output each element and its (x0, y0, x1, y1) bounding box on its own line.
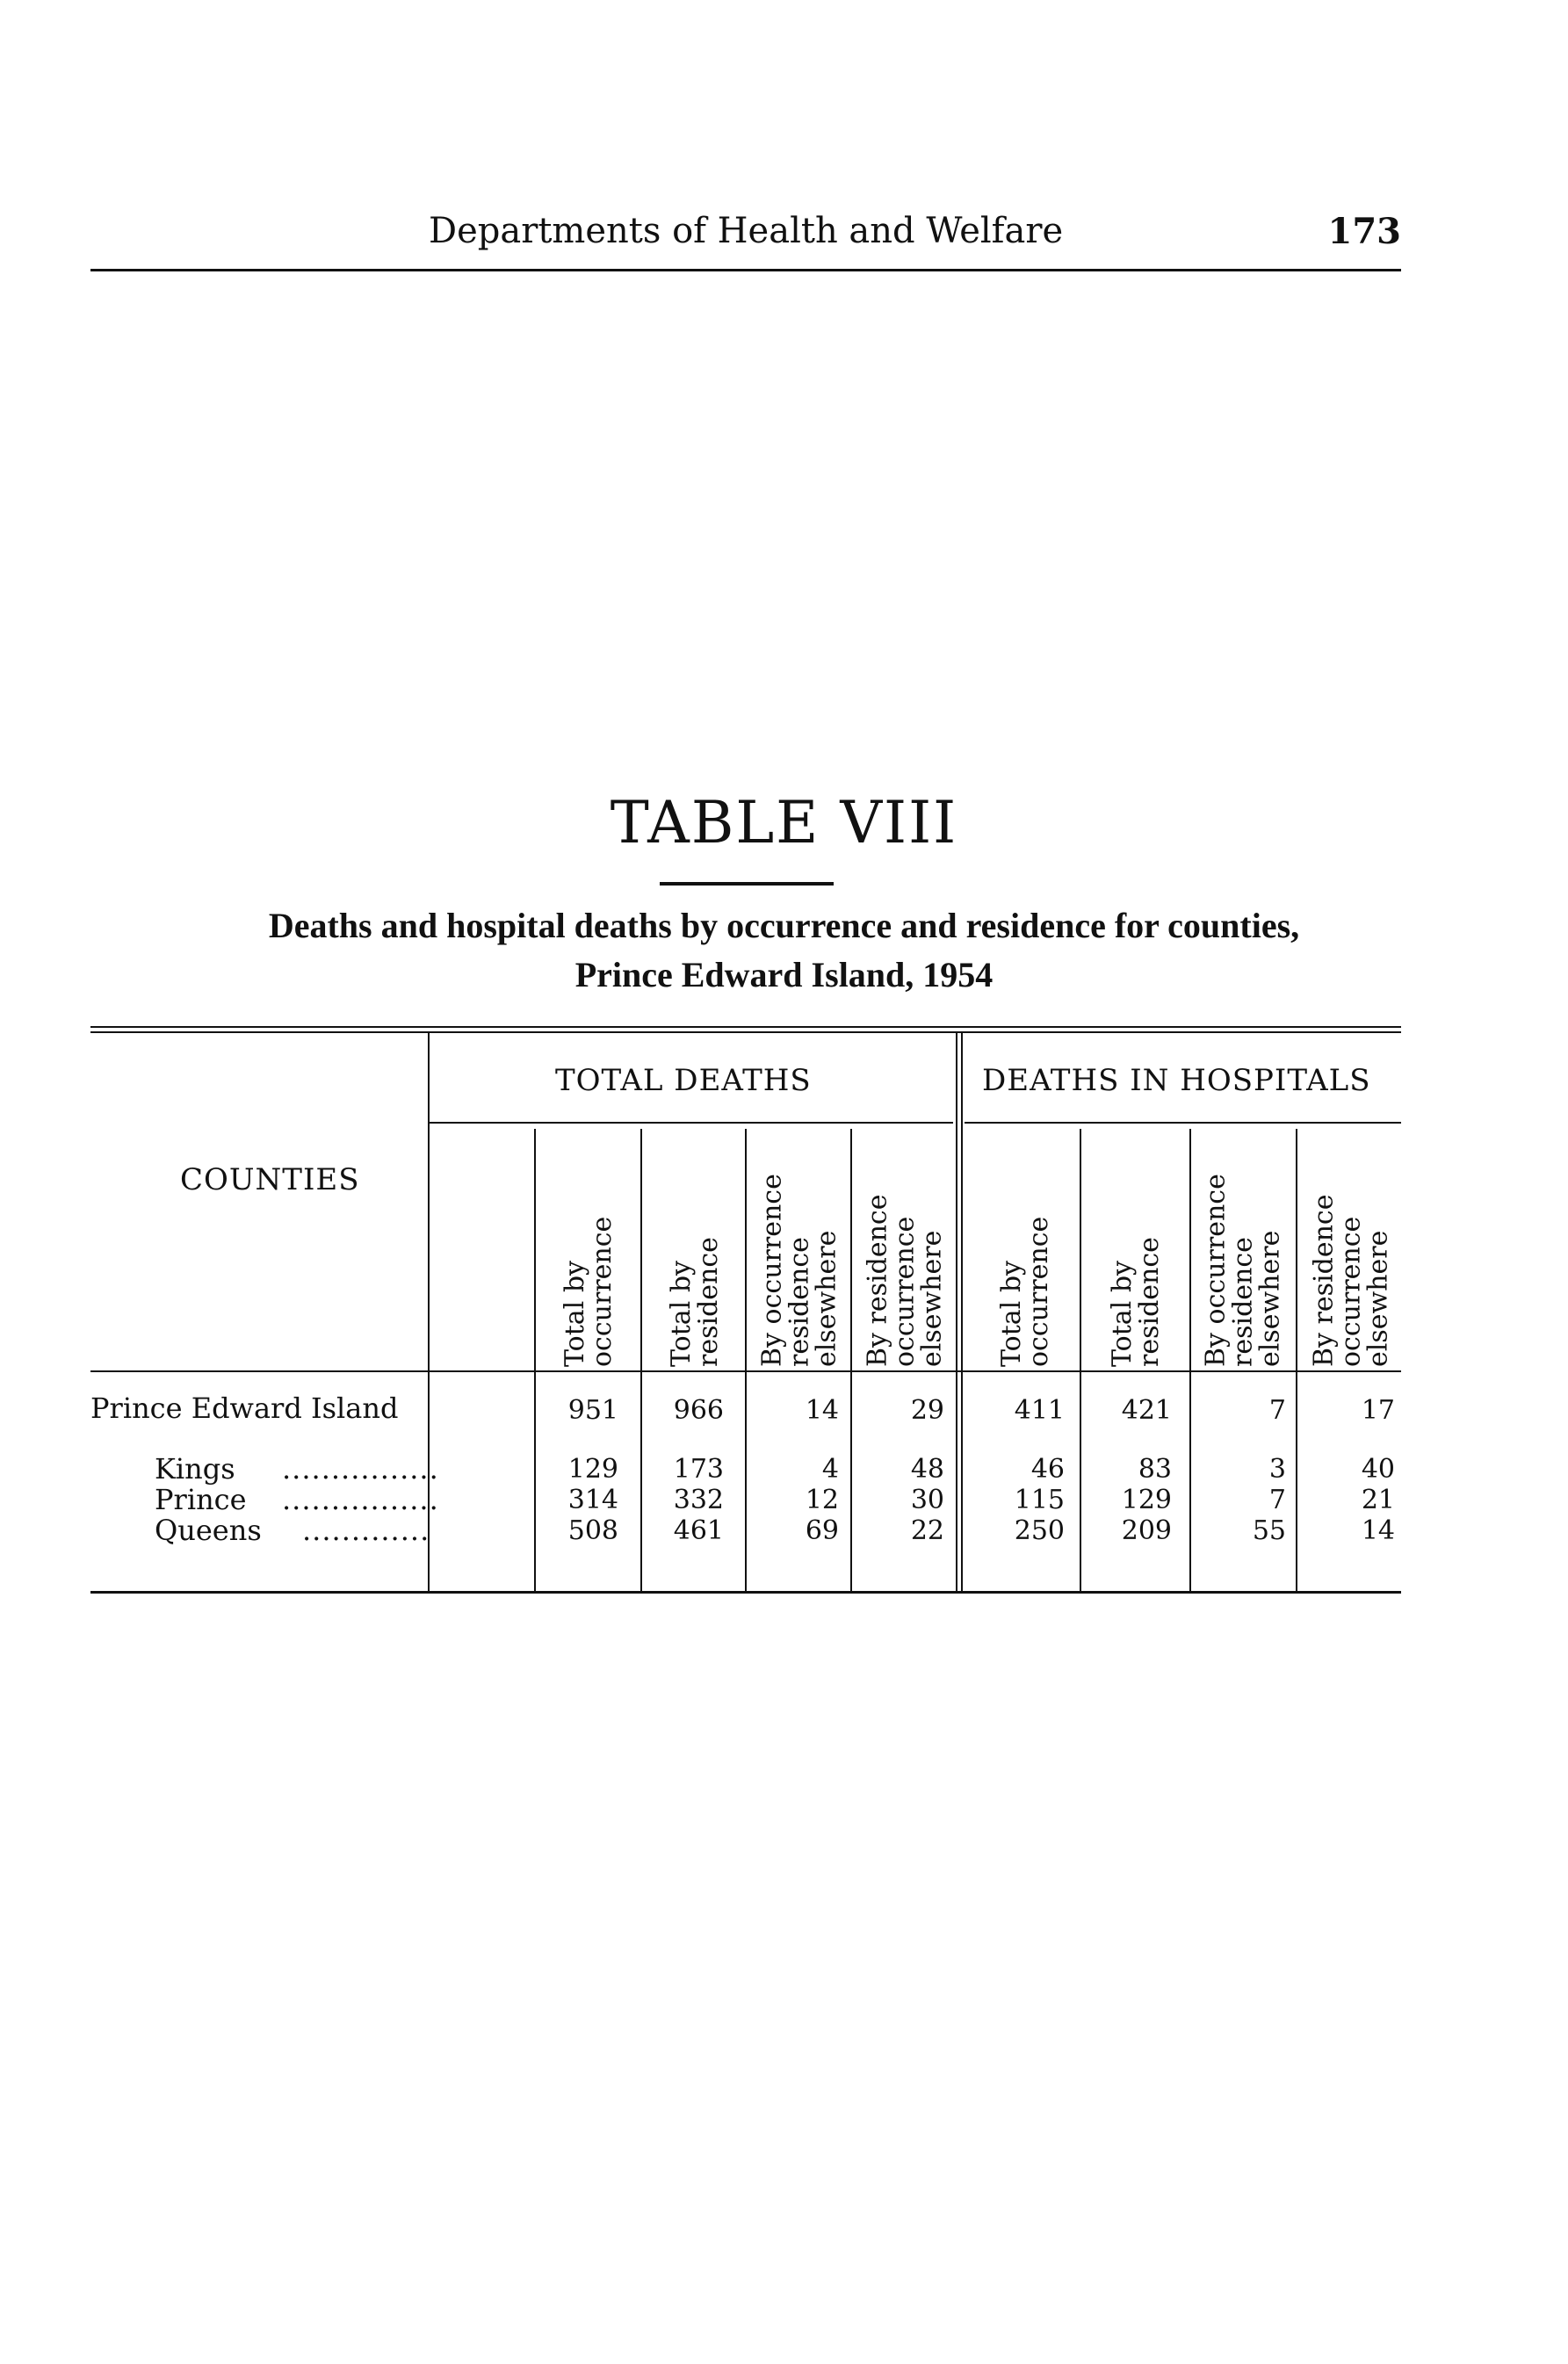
running-head (0, 211, 1568, 264)
table-cell: 48 (910, 1454, 944, 1485)
title-rule (660, 882, 834, 886)
table-cell: 411 (1014, 1395, 1065, 1426)
row-label-county (155, 1452, 439, 1486)
group-rule (428, 1122, 953, 1124)
table-cell: 30 (910, 1485, 944, 1515)
table-cell: 7 (1268, 1485, 1286, 1515)
column-header-line: By residence (1308, 1194, 1340, 1367)
leader-dots: ............. (302, 1514, 430, 1547)
table-cell: 40 (1361, 1454, 1395, 1485)
table-cell: 129 (567, 1454, 618, 1485)
table-cell: 314 (567, 1485, 618, 1515)
group-header-hospital-deaths: DEATHS IN HOSPITALS (982, 1063, 1371, 1098)
table-cell: 332 (673, 1485, 724, 1515)
leader-dots: ................ (282, 1483, 439, 1516)
column-header-line: residence (784, 1237, 815, 1367)
table-bottom-rule (90, 1591, 1401, 1594)
page-number: 173 (1327, 211, 1401, 252)
stub-header: COUNTIES (180, 1162, 360, 1197)
table-cell: 22 (910, 1515, 944, 1546)
column-header-line: elsewhere (1254, 1230, 1286, 1367)
table-cell: 21 (1361, 1485, 1395, 1515)
table-cell: 29 (910, 1395, 944, 1426)
table-cell: 508 (567, 1515, 618, 1546)
column-header-line: occurrence (587, 1216, 618, 1367)
column-header-line: occurrence (1023, 1216, 1054, 1367)
column-header-line: Total by (560, 1261, 590, 1367)
table-cell: 12 (805, 1485, 839, 1515)
column-header-line: By residence (862, 1194, 893, 1367)
table-cell: 55 (1252, 1515, 1286, 1546)
county-name: Queens (155, 1514, 262, 1547)
table-cell: 46 (1030, 1454, 1065, 1485)
table-title: TABLE VIII (610, 789, 958, 857)
column-header-line: elsewhere (1362, 1230, 1394, 1367)
group-rule (965, 1122, 1401, 1124)
group-header-total-deaths: TOTAL DEATHS (555, 1063, 812, 1098)
column-header-line: elsewhere (916, 1230, 948, 1367)
county-name: Prince (155, 1483, 247, 1516)
column-header (1285, 1142, 1417, 1367)
table-cell: 7 (1268, 1395, 1286, 1426)
row-label-total: Prince Edward Island (90, 1392, 399, 1425)
caption-line-1: Deaths and hospital deaths by occurrence and residence for counties, (268, 906, 1300, 945)
running-head-rule (90, 269, 1401, 271)
column-header (839, 1142, 971, 1367)
table-cell: 209 (1121, 1515, 1172, 1546)
column-header-line: By occurrence (1200, 1174, 1232, 1367)
table-cell: 951 (567, 1395, 618, 1426)
table-cell: 250 (1014, 1515, 1065, 1546)
column-header-line: Total by (996, 1261, 1027, 1367)
column-header-line: residence (1227, 1237, 1259, 1367)
table-cell: 115 (1014, 1485, 1065, 1515)
column-header-line: residence (693, 1237, 724, 1367)
leader-dots: ................ (282, 1452, 439, 1486)
column-header-line: Total by (1107, 1261, 1138, 1367)
table-top-rule (90, 1026, 1401, 1028)
column-header-line: elsewhere (811, 1230, 842, 1367)
table-top-rule (90, 1031, 1401, 1033)
table-cell: 3 (1268, 1454, 1286, 1485)
caption-line-2: Prince Edward Island, 1954 (574, 955, 994, 994)
column-header-line: By occurrence (756, 1174, 788, 1367)
running-head-title: Departments of Health and Welfare (429, 211, 1064, 251)
row-label-county (155, 1514, 430, 1547)
table-cell: 129 (1121, 1485, 1172, 1515)
table-cell: 4 (821, 1454, 839, 1485)
county-name: Kings (155, 1452, 235, 1486)
table-cell: 173 (673, 1454, 724, 1485)
table-cell: 14 (805, 1395, 839, 1426)
column-header-line: Total by (666, 1261, 697, 1367)
table-cell: 14 (1361, 1515, 1395, 1546)
table-cell: 421 (1121, 1395, 1172, 1426)
column-header-line: residence (1134, 1237, 1165, 1367)
table-caption (0, 901, 1568, 1000)
column-header-line: occurrence (1335, 1216, 1367, 1367)
table-cell: 966 (673, 1395, 724, 1426)
column-header-line: occurrence (889, 1216, 921, 1367)
table-cell: 69 (805, 1515, 839, 1546)
table-cell: 461 (673, 1515, 724, 1546)
row-label-county (155, 1483, 439, 1516)
table-cell: 17 (1361, 1395, 1395, 1426)
table-cell: 83 (1138, 1454, 1172, 1485)
